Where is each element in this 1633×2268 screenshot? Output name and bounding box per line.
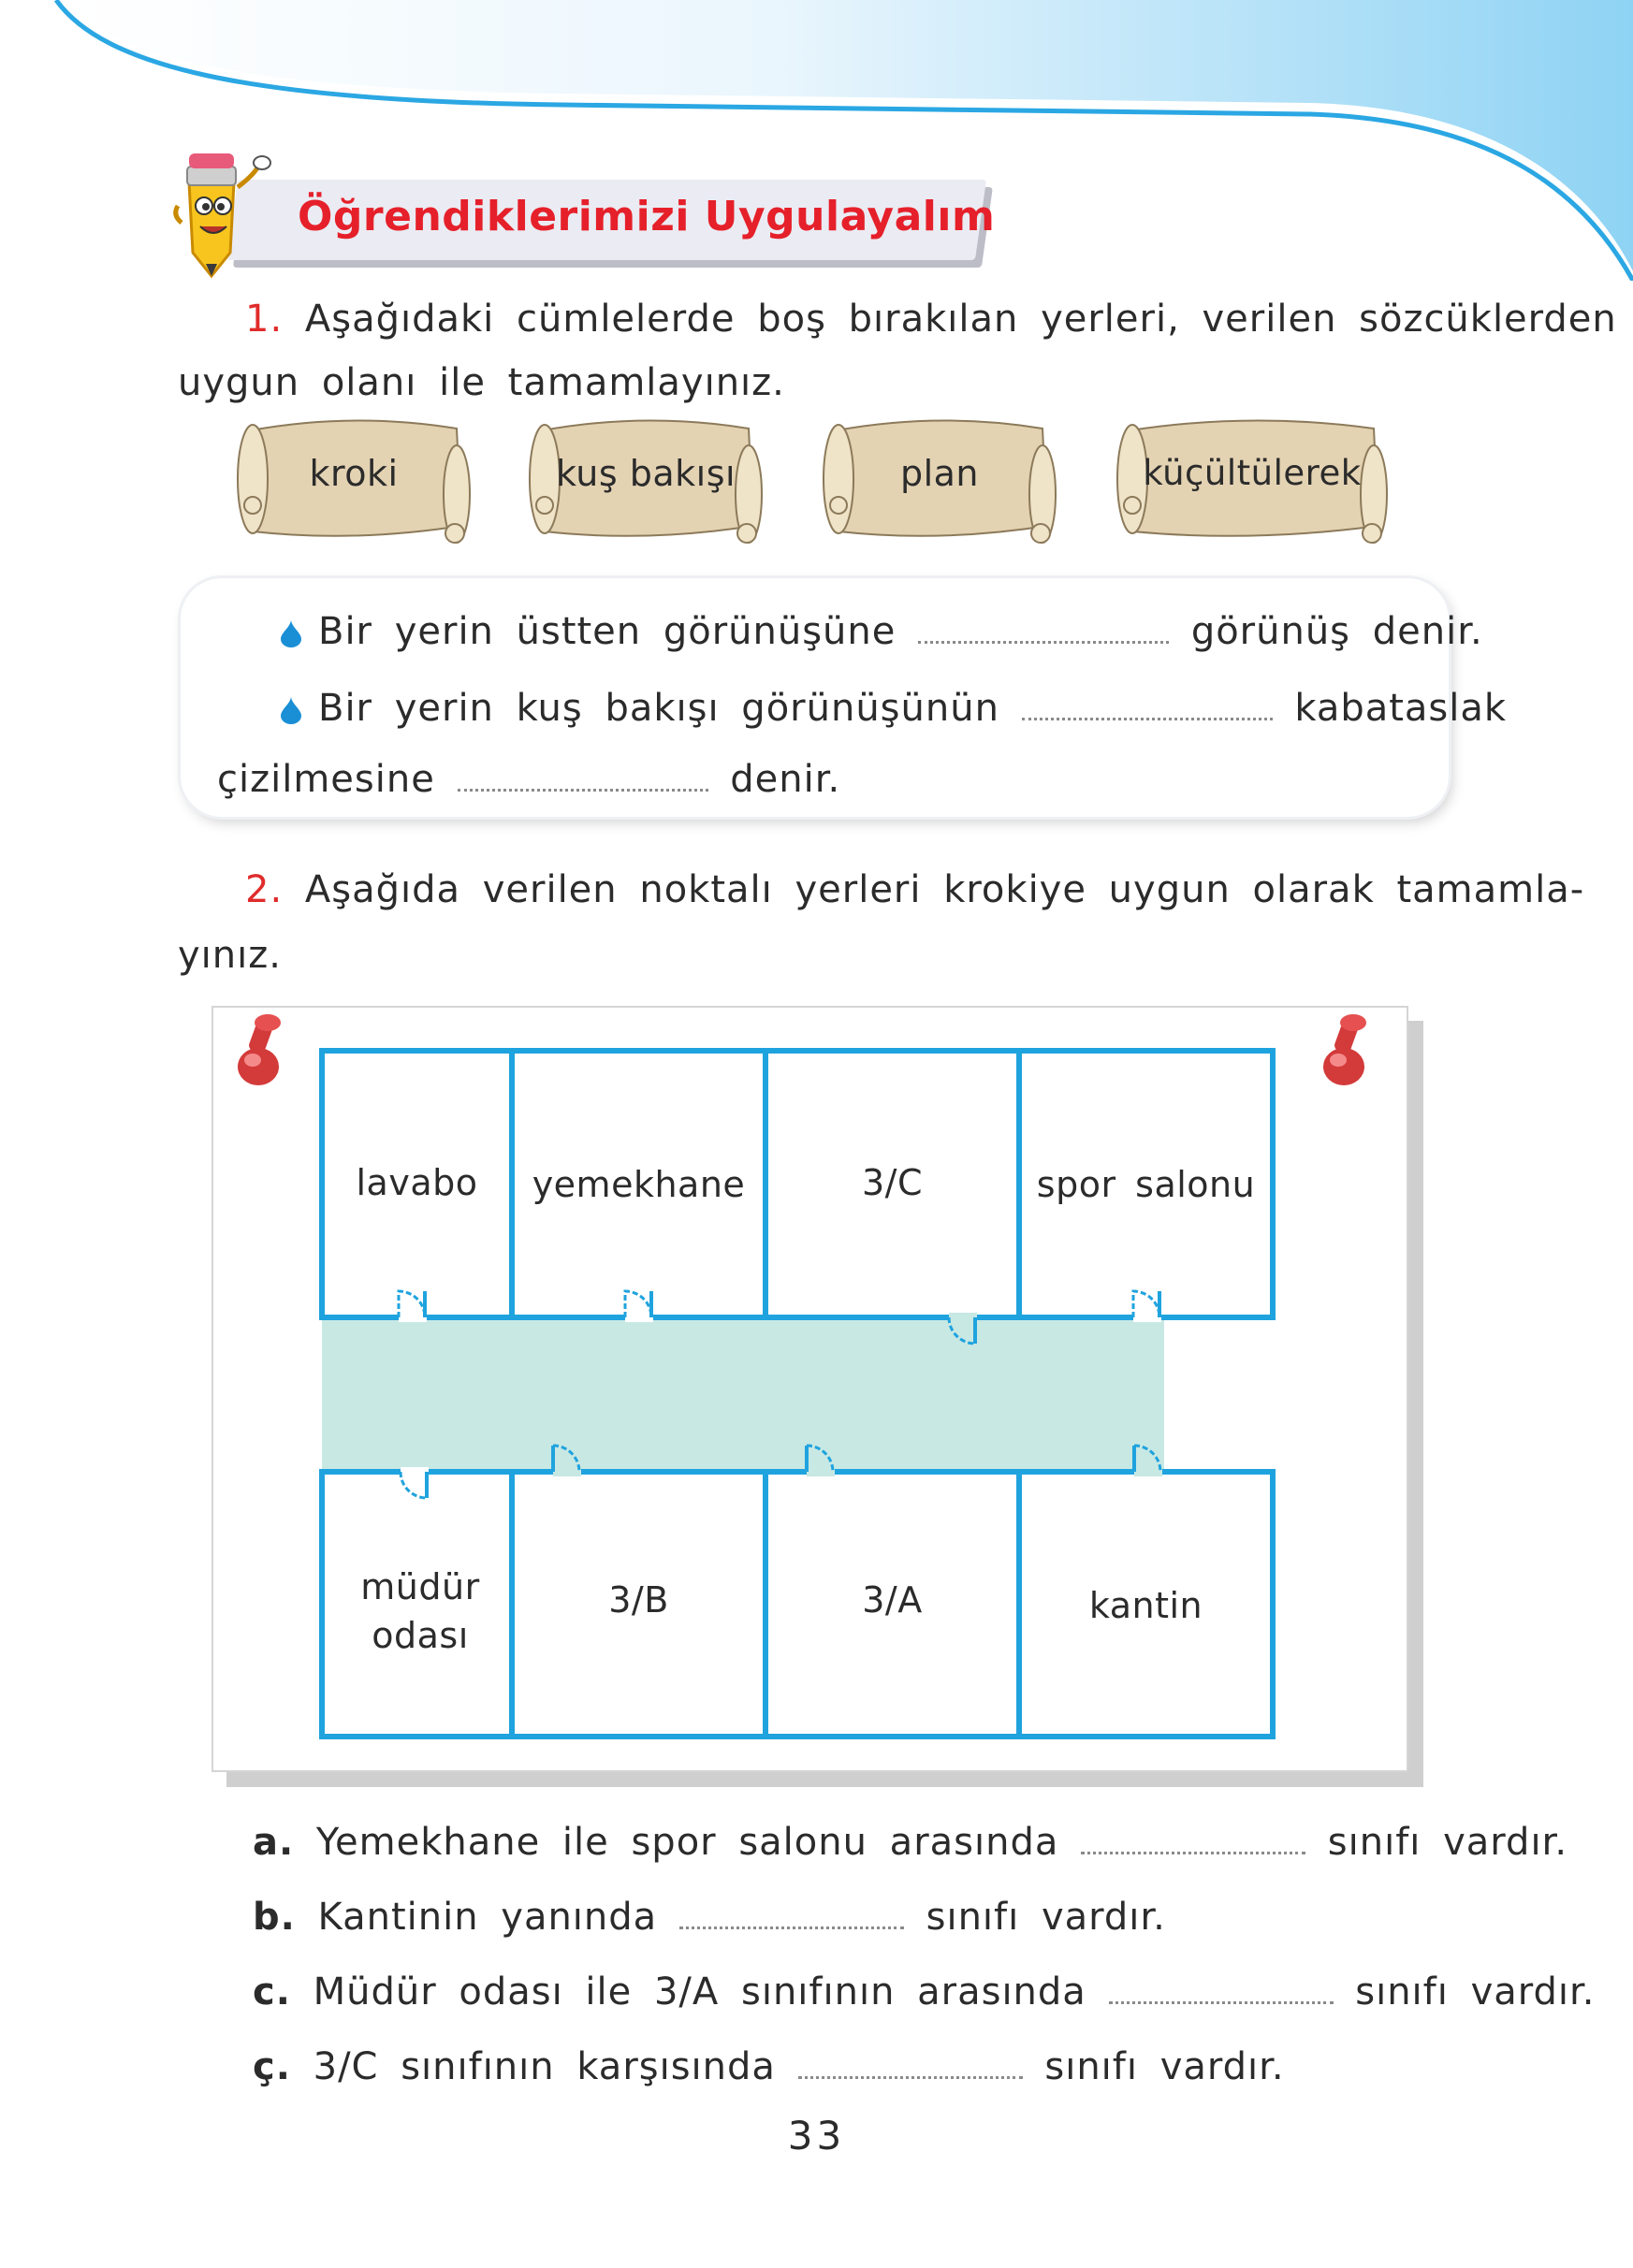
q1-instruction-line1: Aşağıdaki cümlelerde boş bırakılan yerleri, verilen sözcüklerden bbox=[304, 298, 1617, 341]
item-end: sınıfı vardır. bbox=[1327, 1821, 1568, 1864]
blank-2[interactable] bbox=[1022, 695, 1273, 720]
corridor bbox=[322, 1317, 1164, 1472]
water-drop-icon bbox=[281, 619, 301, 647]
room-3a: 3/A bbox=[862, 1579, 923, 1621]
item-start: Kantinin yanında bbox=[317, 1896, 658, 1939]
q2-item-c bbox=[253, 1970, 1596, 2014]
sentence2-start: Bir yerin kuş bakışı görünüşünün bbox=[318, 687, 999, 730]
item-start: Yemekhane ile spor salonu arasında bbox=[315, 1821, 1059, 1864]
word-scroll-kus-bakisi bbox=[524, 412, 767, 552]
item-letter: b. bbox=[253, 1896, 296, 1939]
school-sketch bbox=[211, 1006, 1428, 1792]
section-title: Öğrendiklerimizi Uygulayalım bbox=[298, 193, 996, 240]
room-3b: 3/B bbox=[608, 1579, 669, 1621]
blank-c[interactable] bbox=[1109, 1979, 1334, 2004]
word-kus-bakisi: kuş bakışı bbox=[555, 453, 736, 494]
item-letter: ç. bbox=[253, 2045, 291, 2088]
blank-1[interactable] bbox=[918, 618, 1169, 644]
room-3c: 3/C bbox=[861, 1162, 923, 1203]
word-scroll-kucultulerek bbox=[1112, 412, 1392, 552]
room-kantin: kantin bbox=[1088, 1585, 1203, 1626]
page-number: 33 bbox=[787, 2113, 846, 2159]
sentence2-end: kabataslak bbox=[1294, 687, 1508, 730]
q1-instruction-line2: uygun olanı ile tamamlayınız. bbox=[178, 361, 785, 404]
q1-number: 1. bbox=[245, 298, 284, 341]
q2-instruction-line1: Aşağıda verilen noktalı yerleri krokiye uygun olarak tamamla- bbox=[304, 868, 1585, 911]
room-spor-salonu: spor salonu bbox=[1036, 1164, 1256, 1205]
sentence2-line2-start: çizilmesine bbox=[217, 758, 435, 801]
q1-sentence2 bbox=[281, 687, 1507, 730]
pencil-mascot-icon bbox=[168, 150, 271, 281]
blank-a[interactable] bbox=[1081, 1829, 1305, 1854]
item-end: sınıfı vardır. bbox=[1355, 1970, 1596, 2014]
pushpin-left-icon bbox=[238, 1014, 281, 1085]
sentence2-line2-end: denir. bbox=[730, 758, 841, 801]
blank-3[interactable] bbox=[458, 766, 708, 792]
sentence1-start: Bir yerin üstten görünüşüne bbox=[318, 610, 897, 653]
q2-item-b bbox=[253, 1896, 1166, 1939]
q2-item-a bbox=[253, 1821, 1567, 1864]
word-kucultulerek: küçültülerek bbox=[1143, 453, 1362, 493]
room-yemekhane: yemekhane bbox=[532, 1164, 746, 1205]
item-start: 3/C sınıfının karşısında bbox=[313, 2045, 776, 2088]
q1-text-line1 bbox=[245, 298, 1617, 341]
q2-number: 2. bbox=[245, 868, 284, 911]
word-scroll-kroki bbox=[232, 412, 475, 552]
word-scroll-plan bbox=[818, 412, 1061, 552]
q2-item-cc bbox=[253, 2045, 1285, 2088]
sentence1-end: görünüş denir. bbox=[1190, 610, 1483, 653]
q1-sentence1 bbox=[281, 610, 1483, 653]
q2-text-line1 bbox=[245, 868, 1584, 911]
item-letter: a. bbox=[253, 1821, 295, 1864]
q2-instruction-line2: yınız. bbox=[178, 934, 282, 977]
blank-b[interactable] bbox=[679, 1904, 904, 1929]
q1-sentence2-line2 bbox=[217, 758, 840, 801]
pushpin-right-icon bbox=[1323, 1014, 1366, 1085]
blank-cc[interactable] bbox=[798, 2054, 1023, 2079]
water-drop-icon bbox=[281, 696, 301, 724]
item-start: Müdür odası ile 3/A sınıfının arasında bbox=[313, 1970, 1086, 2014]
word-kroki: kroki bbox=[309, 453, 399, 494]
item-letter: c. bbox=[253, 1970, 291, 2014]
item-end: sınıfı vardır. bbox=[926, 1896, 1166, 1939]
item-end: sınıfı vardır. bbox=[1044, 2045, 1285, 2088]
room-mudur-odasi: müdür odası bbox=[360, 1566, 480, 1656]
word-plan: plan bbox=[899, 453, 980, 494]
room-lavabo: lavabo bbox=[356, 1162, 478, 1203]
